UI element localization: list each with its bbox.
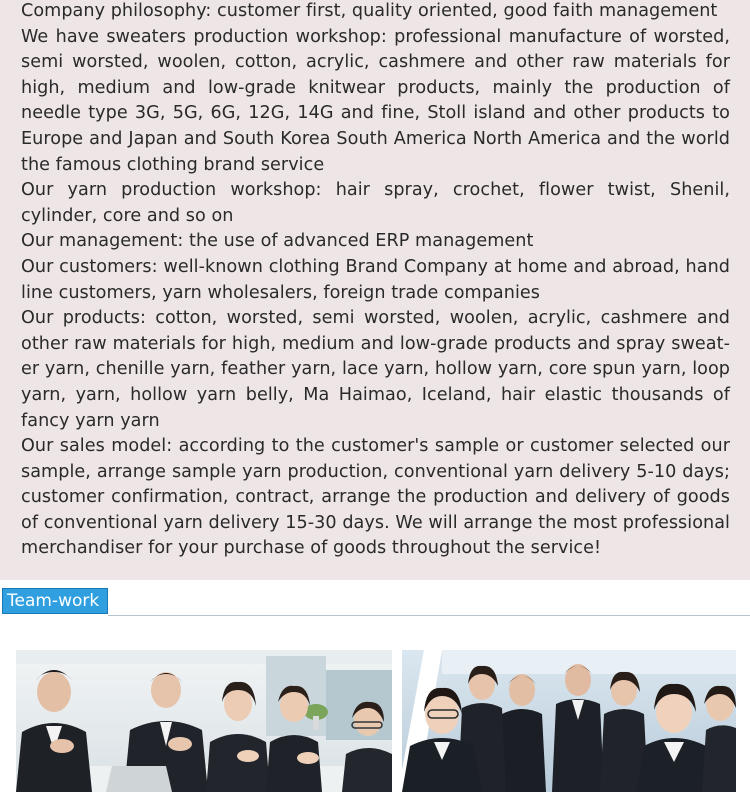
- team-photo-meeting: [16, 650, 392, 792]
- section-divider-line: [108, 615, 750, 616]
- intro-paragraph-sweater-workshop: We have sweaters production workshop: professional manufacture of worsted, semi worsted, woolen, cotton, acrylic, cashmere and other raw materials for high, medium and low-grade knitwear products, mainly the production of needle type 3G, 5G, 6G, 12G, 14G and fine, Stoll island and other products to Europe and Japan and South Korea South America North America and the world the famous clothing brand service: [21, 26, 730, 175]
- team-photo-group: [402, 650, 736, 792]
- intro-paragraph-customers: Our customers: well-known clothing Brand Company at home and abroad, hand line customers, yarn wholesalers, foreign trade companies: [21, 256, 730, 303]
- team-photo-group-illustration: [402, 650, 736, 792]
- intro-paragraph-products: Our products: cotton, worsted, semi worsted, woolen, acrylic, cashmere and other raw materials for high, medium and low-grade products and spray sweat-er yarn, chenille yarn, feather yarn, lace yarn, hollow yarn, core spun yarn, loop yarn, yarn, hollow yarn belly, Ma Haimao, Iceland, hair elastic thousands of fancy yarn yarn: [21, 308, 730, 431]
- section-header-teamwork: [0, 586, 750, 618]
- team-photo-meeting-illustration: [16, 650, 392, 792]
- intro-paragraph-yarn-workshop: Our yarn production workshop: hair spray, crochet, flower twist, Shenil, cylinder, core and so on: [21, 180, 730, 226]
- intro-paragraph-philosophy: Company philosophy: customer first, quality oriented, good faith management: [21, 1, 718, 21]
- intro-paragraph-management: Our management: the use of advanced ERP management: [21, 231, 534, 252]
- intro-paragraph-sales-model: Our sales model: according to the customer's sample or customer selected our sample, arrange sample yarn production, conventional yarn delivery 5-10 days; customer confirmation, contract, arrange the production and delivery of goods of conventional yarn delivery 15-30 days. We will arrange the most professional merchandiser for your purchase of goods throughout the service!: [21, 436, 730, 559]
- section-title-tab: Team-work: [2, 588, 108, 614]
